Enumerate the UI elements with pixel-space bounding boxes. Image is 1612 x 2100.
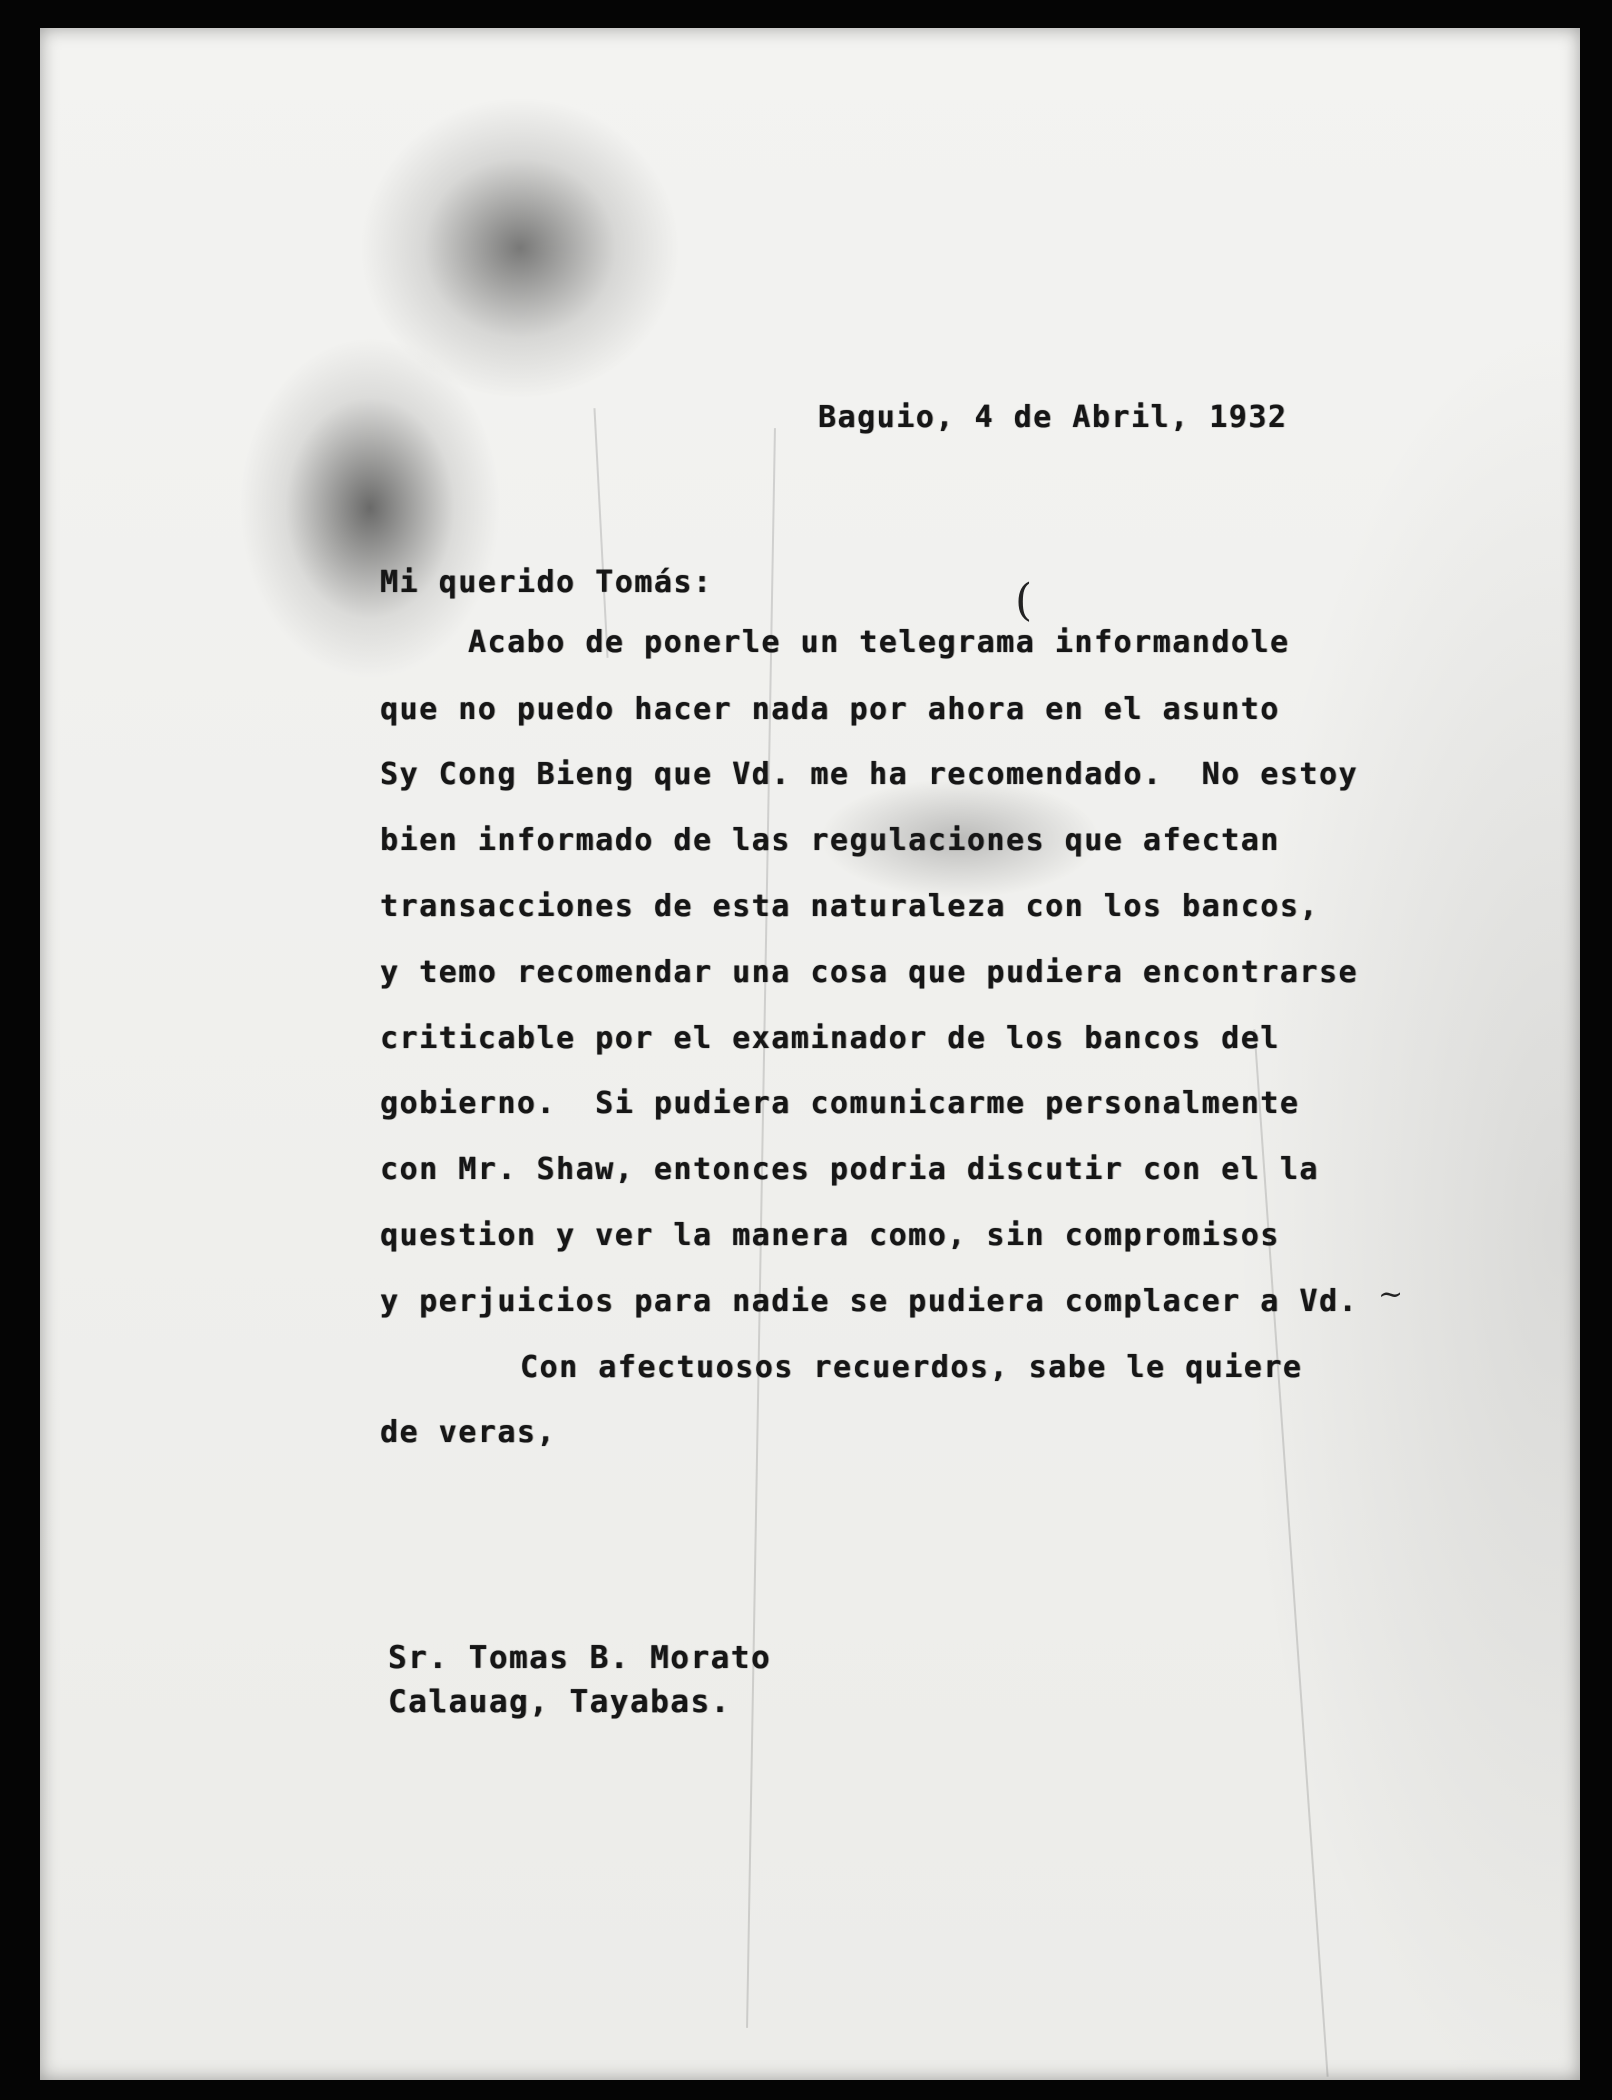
body-line: gobierno. Si pudiera comunicarme personalmente [380, 1086, 1300, 1121]
recipient-location: Calauag, Tayabas. [388, 1684, 731, 1720]
closing-line: de veras, [380, 1415, 557, 1450]
body-line: transacciones de esta naturaleza con los bancos, [380, 889, 1319, 924]
body-line: bien informado de las regulaciones que afectan [380, 823, 1280, 858]
body-line: y temo recomendar una cosa que pudiera encontrarse [380, 955, 1359, 990]
body-line: criticable por el examinador de los bancos del [380, 1021, 1280, 1056]
body-line: y perjuicios para nadie se pudiera complacer a Vd. [380, 1284, 1359, 1319]
ink-mark: ~ [1378, 1277, 1404, 1312]
letter-salutation: Mi querido Tomás: [380, 565, 713, 600]
recipient-name: Sr. Tomas B. Morato [388, 1640, 772, 1676]
body-line: con Mr. Shaw, entonces podria discutir con el la [380, 1152, 1319, 1187]
ink-mark: ( [1015, 575, 1033, 626]
letter-date: Baguio, 4 de Abril, 1932 [818, 400, 1288, 435]
closing-line: Con afectuosos recuerdos, sabe le quiere [520, 1350, 1303, 1385]
body-line: Sy Cong Bieng que Vd. me ha recomendado. No estoy [380, 757, 1359, 792]
body-line: que no puedo hacer nada por ahora en el asunto [380, 692, 1280, 727]
paper-crease [593, 408, 608, 658]
body-line: question y ver la manera como, sin compromisos [380, 1218, 1280, 1253]
body-line: Acabo de ponerle un telegrama informandole [468, 625, 1290, 660]
